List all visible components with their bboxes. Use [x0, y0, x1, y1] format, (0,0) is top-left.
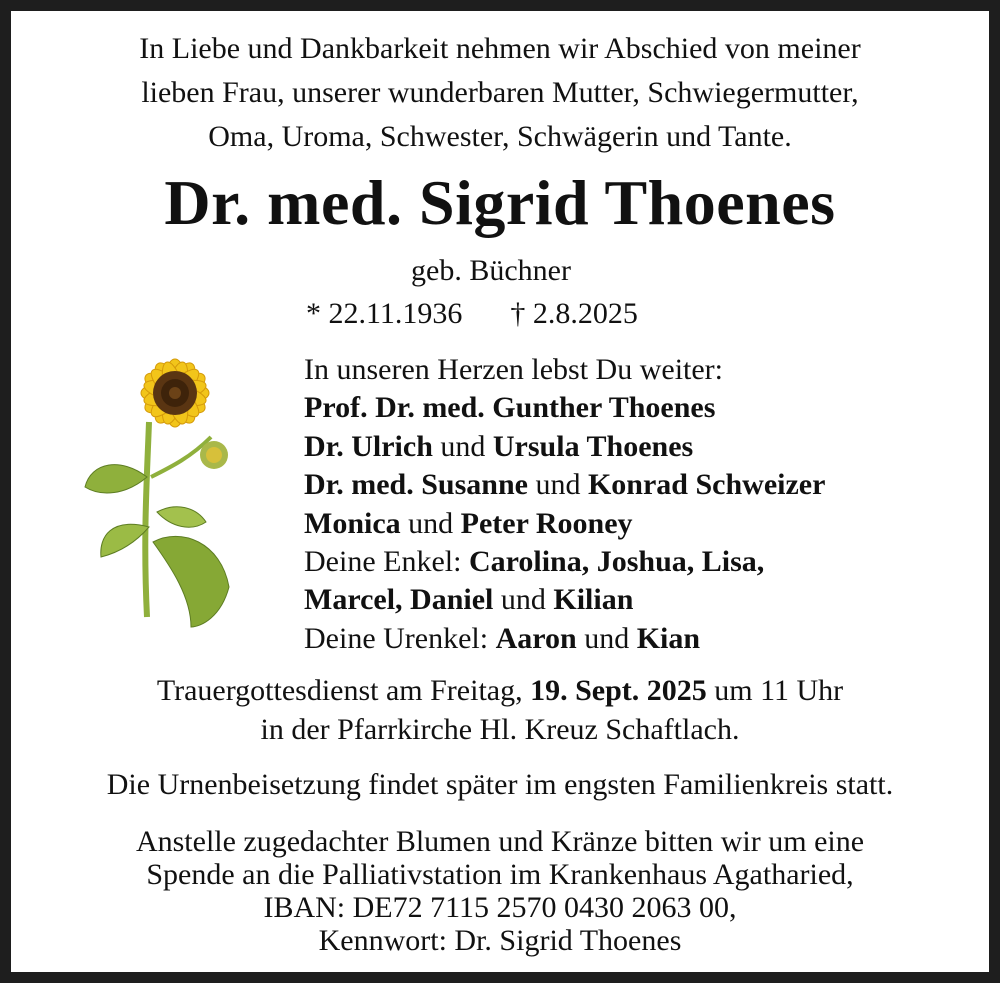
family-list: [304, 351, 825, 658]
family-member: Dr. med. Susanne: [304, 468, 528, 502]
intro-line: Oma, Uroma, Schwester, Schwägerin und Tante.: [208, 120, 792, 153]
family-heading: In unseren Herzen lebst Du weiter:: [304, 353, 724, 386]
family-member: Monica: [304, 506, 401, 540]
conjunction: und: [400, 506, 461, 540]
life-dates: [306, 294, 638, 334]
deceased-name: Dr. med. Sigrid Thoenes: [164, 167, 836, 238]
donation-keyword: Kennwort: Dr. Sigrid Thoenes: [318, 924, 682, 957]
family-member: Prof. Dr. med. Gunther Thoenes: [304, 391, 716, 425]
conjunction: und: [493, 583, 554, 617]
group-label: Deine Urenkel:: [304, 621, 496, 655]
service-time: um 11 Uhr: [706, 674, 844, 707]
family-member: Kian: [636, 621, 701, 655]
family-line: [304, 505, 825, 543]
birth-date: * 22.11.1936: [306, 297, 463, 330]
service-date: 19. Sept. 2025: [530, 674, 707, 707]
family-member: Ursula Thoenes: [492, 429, 694, 463]
sunflower-icon: [71, 327, 241, 632]
family-member: Kilian: [553, 583, 634, 617]
service-text: Trauergottesdienst am Freitag,: [156, 674, 531, 707]
family-member: Aaron: [495, 621, 577, 655]
family-member: Carolina, Joshua, Lisa,: [468, 545, 765, 579]
family-line: [304, 466, 825, 504]
family-line: [304, 620, 825, 658]
intro-text: [11, 27, 989, 159]
donation-line: Anstelle zugedachter Blumen und Kränze bitten wir um eine: [135, 825, 865, 858]
family-member: Dr. Ulrich: [304, 429, 433, 463]
family-member: Marcel, Daniel: [304, 583, 494, 617]
birth-name: geb. Büchner: [411, 254, 571, 287]
death-date: † 2.8.2025: [510, 297, 638, 330]
burial-info: Die Urnenbeisetzung findet später im engsten Familienkreis statt.: [106, 768, 894, 801]
family-line: [304, 428, 825, 466]
family-member: Peter Rooney: [460, 506, 633, 540]
conjunction: und: [576, 621, 637, 655]
donation-info: [11, 825, 989, 957]
intro-line: In Liebe und Dankbarkeit nehmen wir Abschied von meiner: [139, 32, 861, 65]
group-label: Deine Enkel:: [304, 545, 469, 579]
service-line: [11, 671, 989, 710]
service-location: in der Pfarrkirche Hl. Kreuz Schaftlach.: [260, 713, 740, 746]
family-line: [304, 543, 825, 581]
family-member: Konrad Schweizer: [587, 468, 826, 502]
intro-line: lieben Frau, unserer wunderbaren Mutter, Schwiegermutter,: [141, 76, 859, 109]
family-line: [304, 389, 825, 427]
conjunction: und: [527, 468, 588, 502]
iban: IBAN: DE72 7115 2570 0430 2063 00,: [263, 891, 737, 924]
conjunction: und: [432, 429, 493, 463]
donation-line: Spende an die Palliativstation im Krankenhaus Agatharied,: [146, 858, 854, 891]
family-line: [304, 581, 825, 619]
service-info: [11, 671, 989, 749]
